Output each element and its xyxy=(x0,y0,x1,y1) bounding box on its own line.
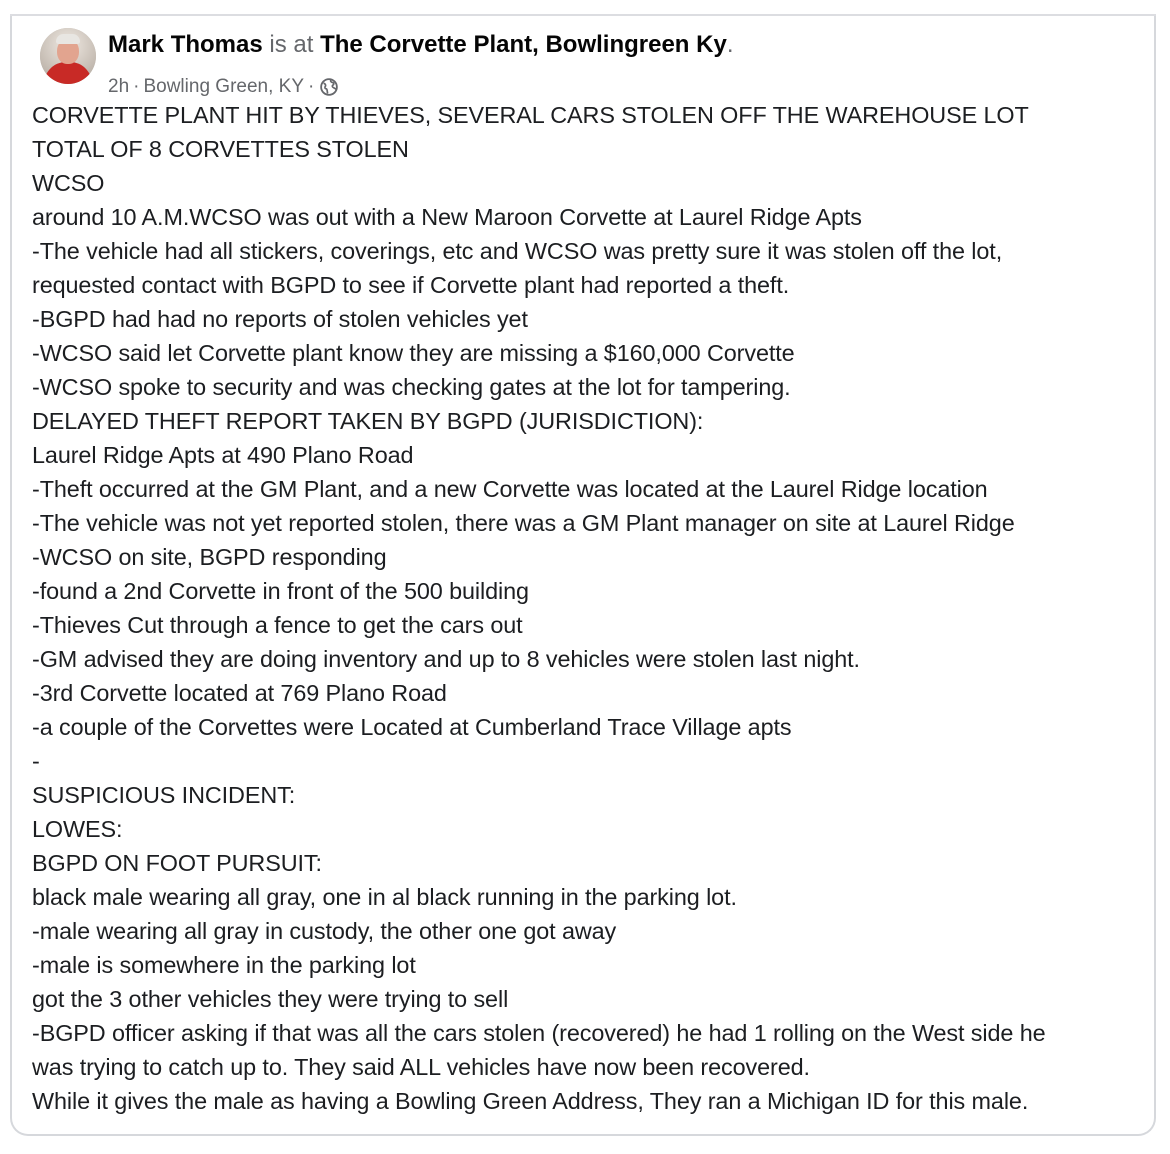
post-text-line: -BGPD had had no reports of stolen vehicles yet xyxy=(32,306,528,332)
post-text-line: Laurel Ridge Apts at 490 Plano Road xyxy=(32,442,414,468)
post-text-line: -male is somewhere in the parking lot xyxy=(32,952,416,978)
post-text-line: -found a 2nd Corvette in front of the 500 building xyxy=(32,578,529,604)
post-text-line: was trying to catch up to. They said ALL vehicles have now been recovered. xyxy=(32,1054,810,1080)
post-text-line: DELAYED THEFT REPORT TAKEN BY BGPD (JURISDICTION): xyxy=(32,408,704,434)
meta-separator: · xyxy=(308,76,315,97)
post-text-line: SUSPICIOUS INCIDENT: xyxy=(32,782,296,808)
is-at-text: is at xyxy=(269,31,314,58)
post-text-line: BGPD ON FOOT PURSUIT: xyxy=(32,850,322,876)
post-text-line: -male wearing all gray in custody, the other one got away xyxy=(32,918,617,944)
author-line xyxy=(108,30,733,60)
post-text-line: -WCSO said let Corvette plant know they are missing a $160,000 Corvette xyxy=(32,340,795,366)
post-text-line: -BGPD officer asking if that was all the cars stolen (recovered) he had 1 rolling on the West side he xyxy=(32,1020,1046,1046)
location-tag-link[interactable]: The Corvette Plant, Bowlingreen Ky xyxy=(320,31,727,58)
post-text-line: -The vehicle was not yet reported stolen, there was a GM Plant manager on site at Laurel Ridge xyxy=(32,510,1015,536)
author-line-period: . xyxy=(726,31,734,58)
globe-icon[interactable] xyxy=(320,78,338,96)
post-text xyxy=(32,98,1152,1118)
post-text-line: TOTAL OF 8 CORVETTES STOLEN xyxy=(32,136,409,162)
post-text-line: - xyxy=(32,748,40,774)
post-timestamp-link[interactable]: 2h xyxy=(108,76,130,97)
post-text-line: -a couple of the Corvettes were Located at Cumberland Trace Village apts xyxy=(32,714,792,740)
post-text-line: CORVETTE PLANT HIT BY THIEVES, SEVERAL CARS STOLEN OFF THE WAREHOUSE LOT xyxy=(32,102,1029,128)
author-name-link[interactable]: Mark Thomas xyxy=(108,31,263,58)
post-text-line: LOWES: xyxy=(32,816,123,842)
post-text-line: -GM advised they are doing inventory and up to 8 vehicles were stolen last night. xyxy=(32,646,860,672)
avatar[interactable] xyxy=(40,28,96,84)
post-text-line: -Thieves Cut through a fence to get the cars out xyxy=(32,612,523,638)
post-text-line: got the 3 other vehicles they were trying to sell xyxy=(32,986,509,1012)
post-text-line: around 10 A.M.WCSO was out with a New Maroon Corvette at Laurel Ridge Apts xyxy=(32,204,862,230)
post-text-line: -Theft occurred at the GM Plant, and a new Corvette was located at the Laurel Ridge location xyxy=(32,476,988,502)
post-text-line: -The vehicle had all stickers, coverings, etc and WCSO was pretty sure it was stolen off the lot, xyxy=(32,238,1003,264)
post-text-line: -3rd Corvette located at 769 Plano Road xyxy=(32,680,447,706)
post-text-line: -WCSO on site, BGPD responding xyxy=(32,544,387,570)
post-header xyxy=(40,28,1040,98)
post-text-line: requested contact with BGPD to see if Corvette plant had reported a theft. xyxy=(32,272,790,298)
post-text-line: While it gives the male as having a Bowling Green Address, They ran a Michigan ID for this male. xyxy=(32,1088,1029,1114)
post-text-line: WCSO xyxy=(32,170,105,196)
post-meta xyxy=(108,75,338,99)
post-text-line: -WCSO spoke to security and was checking gates at the lot for tampering. xyxy=(32,374,791,400)
post-card xyxy=(10,14,1156,1136)
meta-separator: · xyxy=(133,76,140,97)
post-text-line: black male wearing all gray, one in al black running in the parking lot. xyxy=(32,884,737,910)
post-place-link[interactable]: Bowling Green, KY xyxy=(143,76,304,97)
